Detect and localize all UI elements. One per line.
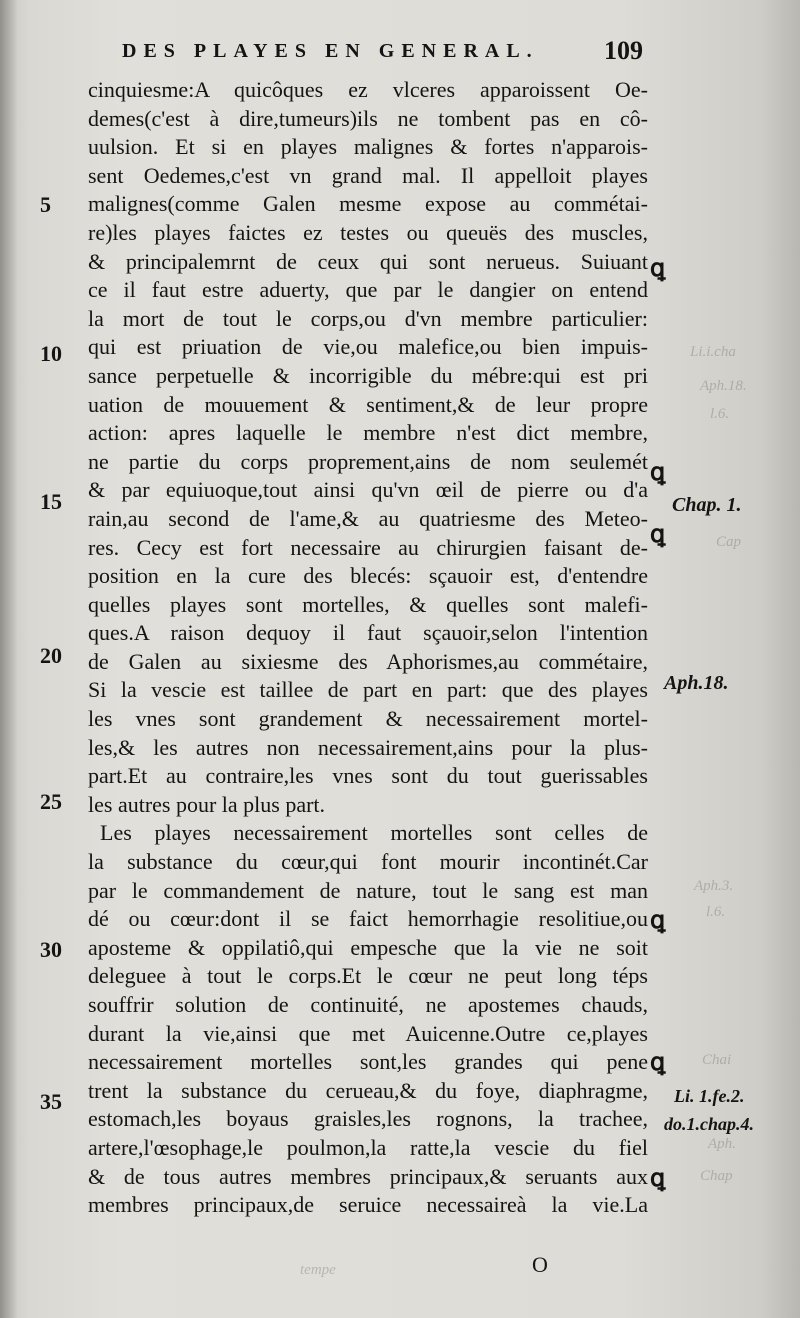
text-line: les autres pour la plus part. <box>88 791 326 817</box>
paragraph-mark: ꝗ <box>650 519 666 548</box>
text-line: les vnes sont grandement & necessairement mortel- <box>88 706 648 732</box>
paragraph-mark: ꝗ <box>650 1163 666 1192</box>
text-line: sent Oedemes,c'est vn grand mal. Il appelloit playes <box>88 162 648 188</box>
text-line: ques.A raison dequoy il faut sçauoir,selon l'intention <box>88 620 648 646</box>
text-line: uation de mouuement & sentiment,& de leur propre <box>88 391 648 417</box>
text-line: position en la cure des blecés: sçauoir est, d'entendre <box>88 563 648 589</box>
text-line: trent la substance du cerueau,& du foye, diaphragme, <box>88 1077 648 1103</box>
line-number: 5 <box>40 192 51 217</box>
line-number: 20 <box>40 643 62 668</box>
text-line: & de tous autres membres principaux,& seruants aux <box>88 1163 648 1189</box>
text-line: la substance du cœur,qui font mourir incontinét.Car <box>88 849 648 875</box>
bleed-through-text: Aph.3. <box>694 878 734 894</box>
text-line: souffrir solution de continuité, ne apostemes chauds, <box>88 992 648 1017</box>
text-line: uulsion. Et si en playes malignes & fortes n'apparois- <box>88 134 648 160</box>
text-line: res. Cecy est fort necessaire au chirurgien faisant de- <box>88 534 648 560</box>
text-line: demes(c'est à dire,tumeurs)ils ne tombent pas en cô- <box>88 105 648 131</box>
margin-note: do.1.chap.4. <box>664 1114 754 1134</box>
text-line: quelles playes sont mortelles, & quelles sont malefi- <box>88 591 648 617</box>
text-line: Les playes necessairement mortelles sont celles de <box>100 820 648 846</box>
margin-note: Aph.18. <box>664 672 729 694</box>
text-line: de Galen au sixiesme des Aphorismes,au commétaire, <box>88 648 648 674</box>
text-line: part.Et au contraire,les vnes sont du tout guerissables <box>88 763 648 789</box>
paragraph-mark: ꝗ <box>650 253 666 282</box>
gutter-shadow <box>0 0 18 1318</box>
text-line: malignes(comme Galen mesme expose au commétai- <box>88 191 648 217</box>
text-line: Si la vescie est taillee de part en part: que des playes <box>88 677 648 703</box>
text-line: action: apres laquelle le membre n'est dict membre, <box>88 420 648 446</box>
bleed-through-text: Cap <box>716 534 742 550</box>
text-line: & par equiuoque,tout ainsi qu'vn œil de pierre ou d'a <box>88 477 648 503</box>
running-title: DES PLAYES EN GENERAL. <box>122 40 539 62</box>
text-line: & principalemrnt de ceux qui sont nerueus. Suiuant <box>88 248 648 274</box>
text-line: la mort de tout le corps,ou d'vn membre particulier: <box>88 305 648 331</box>
paragraph-mark: ꝗ <box>650 905 666 934</box>
bleed-through-text: Chap <box>700 1168 733 1184</box>
text-line: cinquiesme:A quicôques ez vlceres apparoissent Oe- <box>88 77 648 102</box>
text-line: membres principaux,de seruice necessaireà la vie.La <box>88 1192 648 1218</box>
text-line: qui est priuation de vie,ou malefice,ou bien impuis- <box>88 334 648 360</box>
bleed-through-text: l.6. <box>710 406 730 422</box>
text-line: deleguee à tout le corps.Et le cœur ne peut long téps <box>88 963 648 989</box>
line-number: 10 <box>40 341 62 366</box>
text-line: durant la vie,ainsi que met Auicenne.Outre ce,playes <box>88 1020 648 1046</box>
text-line: ce il faut estre aduerty, que par le dangier on entend <box>88 277 648 303</box>
text-line: estomach,les boyaus graisles,les rognons, la trachee, <box>88 1106 648 1132</box>
text-line: re)les playes faictes ez testes ou queuës des muscles, <box>88 219 648 245</box>
text-line: rain,au second de l'ame,& au quatriesme des Meteo- <box>88 505 648 531</box>
margin-note: Li. 1.fe.2. <box>674 1086 745 1106</box>
text-line: aposteme & oppilatiô,qui empesche que la vie ne soit <box>88 934 648 960</box>
line-number: 15 <box>40 489 62 514</box>
text-line: les,& les autres non necessairement,ains pour la plus- <box>88 734 648 760</box>
text-line: necessairement mortelles sont,les grandes qui pene <box>88 1049 648 1075</box>
page-number: 109 <box>604 36 643 65</box>
body-text <box>88 76 648 1220</box>
bleed-through-text: tempe <box>300 1262 336 1278</box>
catchword: O <box>532 1252 548 1277</box>
paragraph-mark: ꝗ <box>650 457 666 486</box>
line-number: 25 <box>40 789 62 814</box>
text-line: dé ou cœur:dont il se faict hemorrhagie resolitiue,ou <box>88 906 648 932</box>
bleed-through-text: l.6. <box>706 904 726 920</box>
line-number: 35 <box>40 1089 62 1114</box>
margin-note: Chap. 1. <box>672 494 742 516</box>
bleed-through-text: Aph.18. <box>700 378 747 394</box>
text-line: ne partie du corps proprement,ains de nom seulemét <box>88 448 648 474</box>
bleed-through-text: Li.i.cha <box>690 344 736 360</box>
paragraph-mark: ꝗ <box>650 1047 666 1076</box>
text-line: sance perpetuelle & incorrigible du mébre:qui est pri <box>88 362 648 388</box>
bleed-through-text: Aph. <box>708 1136 736 1152</box>
text-line: par le commandement de nature, tout le sang est man <box>88 877 648 903</box>
line-number: 30 <box>40 937 62 962</box>
bleed-through-text: Chai <box>702 1052 732 1068</box>
text-line: artere,l'œsophage,le poulmon,la ratte,la vescie du fiel <box>88 1134 648 1160</box>
